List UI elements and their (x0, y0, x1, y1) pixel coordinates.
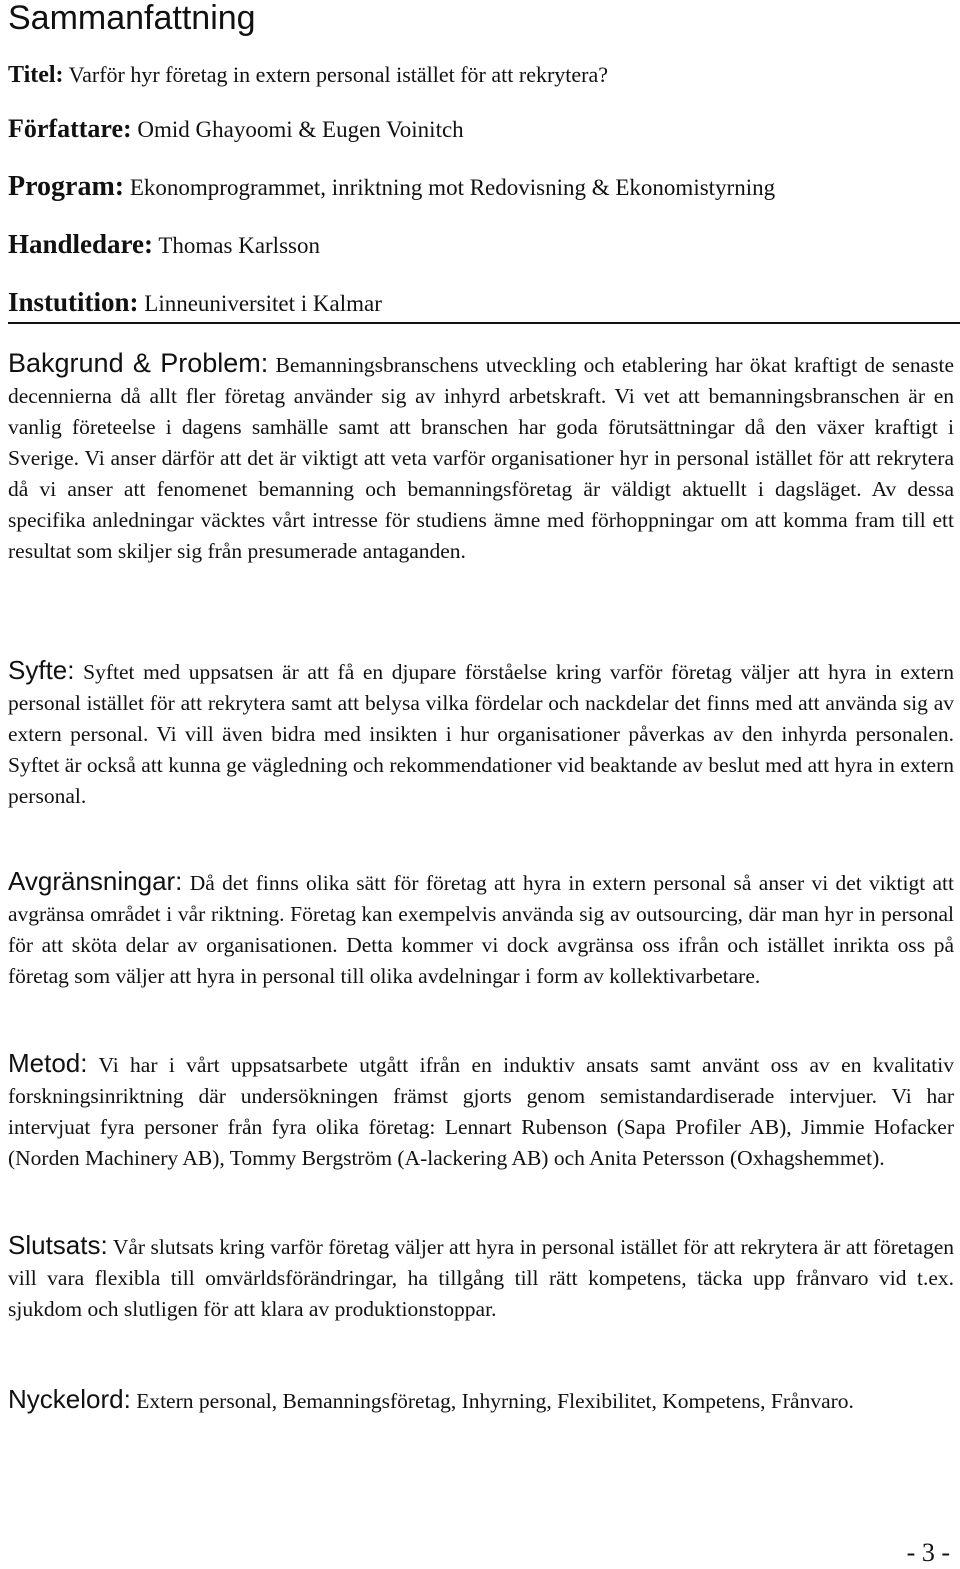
meta-handledare-label: Handledare: (8, 229, 154, 259)
section-metod (8, 1048, 954, 1174)
page-title: Sammanfattning (8, 0, 256, 37)
meta-program (8, 172, 775, 203)
section-metod-label: Metod: (8, 1048, 88, 1078)
meta-program-label: Program: (8, 171, 125, 202)
section-nyckelord-label: Nyckelord: (8, 1384, 131, 1414)
meta-handledare (8, 229, 320, 261)
meta-forfattare (8, 114, 464, 145)
meta-titel-value: Varför hyr företag in extern personal istället för att rekrytera? (68, 62, 609, 87)
section-avgransningar-label: Avgränsningar: (8, 866, 183, 896)
section-bakgrund-text: Bemanningsbranschens utveckling och etablering har ökat kraftigt de senaste decennierna då allt fler företag använder sig av inhyrd arbetskraft. Vi vet att bemanningsbranschen är en vanlig företeelse i dagens samhälle samt att branschen har goda förutsättningar då den växer kraftigt i Sverige. Vi anser därför att det är viktigt att veta varför organisationer hyr in personal istället för att rekrytera då vi anser att fenomenet bemanning och bemanningsföretag är väldigt aktuellt i dagsläget. Av dessa specifika anledningar väcktes vårt intresse för studiens ämne med förhoppningar om att komma fram till ett resultat som skiljer sig från presumerade antaganden. (8, 353, 954, 563)
meta-institution-value: Linneuniversitet i Kalmar (144, 291, 382, 316)
section-syfte-text: Syftet med uppsatsen är att få en djupare förståelse kring varför företag väljer att hyra in extern personal istället för att rekrytera samt att belysa vilka fördelar och nackdelar det finns med att använda sig av extern personal. Vi vill även bidra med insikten i hur organisationer påverkas av den inhyrda personalen. Syftet är också att kunna ge vägledning och rekommendationer vid beaktande av beslut med att hyra in extern personal. (8, 660, 955, 808)
meta-forfattare-label: Författare: (8, 114, 132, 143)
meta-forfattare-value: Omid Ghayoomi & Eugen Voinitch (137, 117, 464, 142)
section-bakgrund (8, 348, 954, 567)
section-slutsats (8, 1230, 954, 1325)
section-slutsats-label: Slutsats: (8, 1230, 108, 1260)
section-nyckelord (8, 1380, 954, 1420)
section-nyckelord-text: Extern personal, Bemanningsföretag, Inhyrning, Flexibilitet, Kompetens, Frånvaro. (136, 1389, 854, 1413)
section-avgransningar (8, 866, 954, 992)
meta-institution-label: Instutition: (8, 287, 139, 317)
page-number: - 3 - (906, 1538, 950, 1567)
section-syfte-label: Syfte: (8, 655, 75, 685)
meta-institution (8, 287, 382, 319)
section-syfte (8, 655, 954, 812)
meta-program-value: Ekonomprogrammet, inriktning mot Redovisning & Ekonomistyrning (129, 175, 776, 200)
section-slutsats-text: Vår slutsats kring varför företag väljer att hyra in personal istället för att rekrytera är att företagen vill vara flexibla till omvärldsförändringar, ha tillgång till rätt kompetens, täcka upp frånvaro vid t.ex. sjukdom och slutligen för att klara av produktionstoppar. (8, 1235, 954, 1321)
meta-handledare-value: Thomas Karlsson (158, 233, 320, 258)
section-metod-text: Vi har i vårt uppsatsarbete utgått ifrån en induktiv ansats samt använt oss av en kvalitativ forskningsinriktning där undersökningen främst gjorts genom semistandardiserade intervjuer. Vi har intervjuat fyra personer från fyra olika företag: Lennart Rubenson (Sapa Profiler AB), Jimmie Hofacker (Norden Machinery AB), Tommy Bergström (A-lackering AB) och Anita Petersson (Oxhagshemmet). (8, 1053, 954, 1170)
meta-titel (8, 62, 608, 88)
meta-titel-label: Titel: (8, 62, 64, 88)
section-avgransningar-text: Då det finns olika sätt för företag att hyra in extern personal så anser vi det viktigt att avgränsa området i vår riktning. Företag kan exempelvis använda sig av outsourcing, där man hyr in personal för att sköta delar av organisationen. Detta kommer vi dock avgränsa oss ifrån och istället inrikta oss på företag som väljer att hyra in personal till olika avdelningar i form av kollektivarbetare. (8, 871, 954, 988)
horizontal-divider (8, 322, 960, 324)
section-bakgrund-label: Bakgrund & Problem: (8, 348, 269, 378)
